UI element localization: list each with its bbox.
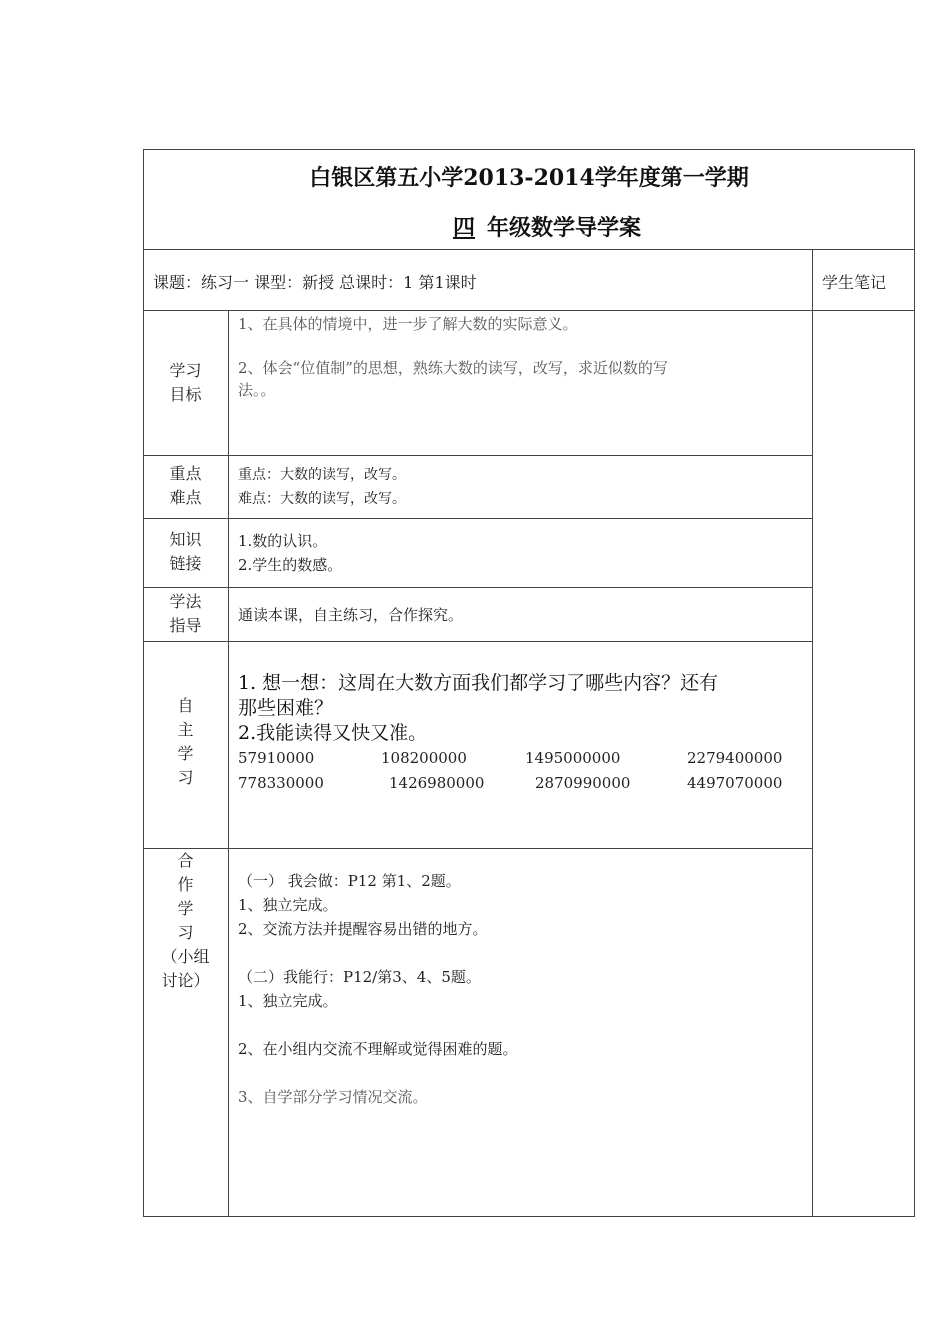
school-title: 白银区第五小学2013-2014学年度第一学期 <box>309 165 749 191</box>
objectives-content <box>238 313 668 401</box>
number-cell: 778330000 <box>238 774 324 792</box>
selfstudy-label-text: 自 主 学 习 <box>177 696 194 787</box>
cooperative-label <box>143 849 228 993</box>
rule-header <box>143 249 915 250</box>
grade-value: 四 <box>452 215 475 241</box>
knowledge-item: 1.数的认识。 <box>238 532 328 550</box>
selfstudy-question-1-cont: 那些困难？ <box>238 697 334 719</box>
cooperative-part2-title: （二）我能行：P12/第3、4、5题。 <box>238 968 481 986</box>
cooperative-item: 1、独立完成。 <box>238 896 338 914</box>
rule-meta <box>143 310 915 311</box>
objective-item: 1、在具体的情境中，进一步了解大数的实际意义。 <box>238 315 578 333</box>
rule-method <box>143 641 812 642</box>
knowledge-content <box>238 530 342 576</box>
lesson-plan-table <box>143 149 915 1217</box>
cooperative-item: 2、交流方法并提醒容易出错的地方。 <box>238 920 488 938</box>
method-label-text: 学法 指导 <box>169 592 202 635</box>
keypoints-content <box>238 464 406 510</box>
rule-objectives <box>143 455 812 456</box>
rule-keypoints <box>143 518 812 519</box>
selfstudy-question-2: 2.我能读得又快又准。 <box>238 722 428 744</box>
grade-underline <box>417 211 487 242</box>
cooperative-item: 3、自学部分学习情况交流。 <box>238 1088 428 1106</box>
cooperative-label-text: 合 作 学 习 （小组 讨论） <box>161 851 210 990</box>
cooperative-item: 2、在小组内交流不理解或觉得困难的题。 <box>238 1040 518 1058</box>
key-point: 重点：大数的读写，改写。 <box>238 467 406 483</box>
number-cell: 57910000 <box>238 749 315 767</box>
grade-title <box>143 211 915 242</box>
selfstudy-content <box>238 671 718 746</box>
number-cell: 2279400000 <box>687 749 783 767</box>
grade-title-rest: 年级数学导学案 <box>487 215 642 241</box>
difficult-point: 难点：大数的读写，改写。 <box>238 491 406 507</box>
border-top <box>143 149 915 150</box>
rule-notes-column <box>812 249 813 1217</box>
keypoints-label <box>143 462 228 510</box>
objective-item: 法。。 <box>238 381 276 399</box>
objectives-label <box>143 359 228 407</box>
cooperative-item: 1、独立完成。 <box>238 992 338 1010</box>
selfstudy-label <box>143 694 228 790</box>
objectives-label-text: 学习 目标 <box>169 361 202 404</box>
lesson-meta: 课题：练习一 课型：新授 总课时：1 第1课时 <box>153 273 477 292</box>
cooperative-part1-title: （一） 我会做：P12 第1、2题。 <box>238 872 461 890</box>
number-cell: 2870990000 <box>535 774 631 792</box>
number-cell: 1495000000 <box>525 749 621 767</box>
cooperative-content <box>238 870 518 1108</box>
objective-item: 2、体会“位值制”的思想，熟练大数的读写，改写，求近似数的写 <box>238 359 668 377</box>
rule-label-column <box>228 310 229 1217</box>
rule-selfstudy <box>143 848 812 849</box>
method-text: 通读本课，自主练习，合作探究。 <box>238 606 464 624</box>
selfstudy-question-1: 1. 想一想：这周在大数方面我们都学习了哪些内容？还有 <box>238 672 719 694</box>
border-bottom <box>143 1216 915 1217</box>
method-label <box>143 590 228 638</box>
knowledge-label-text: 知识 链接 <box>169 530 202 573</box>
number-cell: 4497070000 <box>687 774 783 792</box>
number-cell: 1426980000 <box>389 774 485 792</box>
number-cell: 108200000 <box>381 749 467 767</box>
student-notes-label: 学生笔记 <box>822 273 887 292</box>
keypoints-label-text: 重点 难点 <box>169 464 202 507</box>
number-grid <box>238 746 798 796</box>
knowledge-item: 2.学生的数感。 <box>238 556 343 574</box>
rule-knowledge <box>143 587 812 588</box>
knowledge-label <box>143 528 228 576</box>
